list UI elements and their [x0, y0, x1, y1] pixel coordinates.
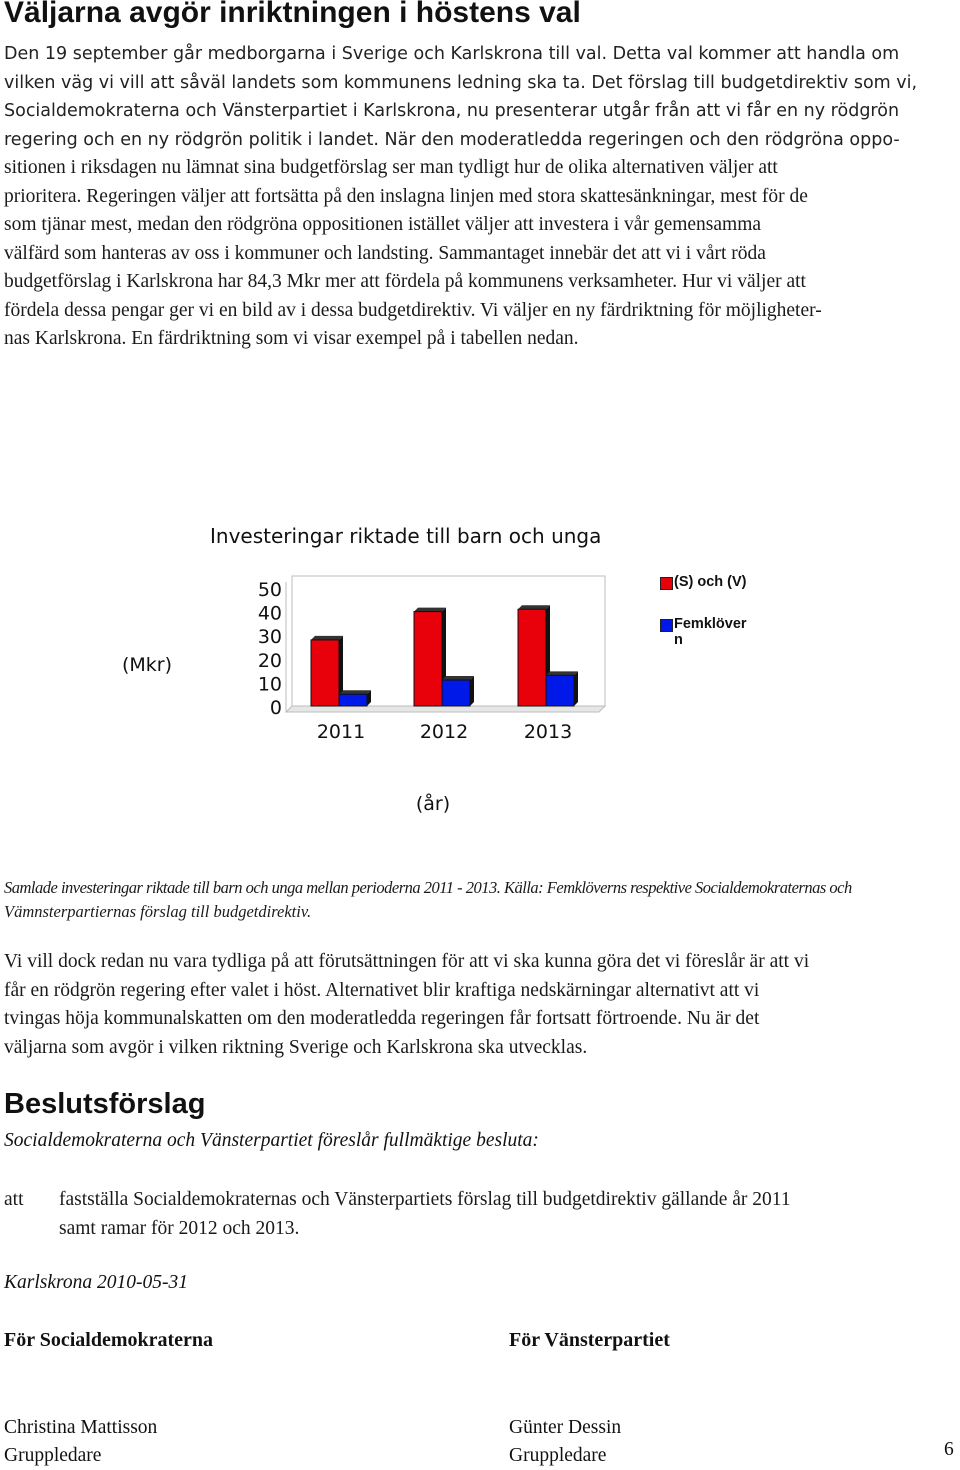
y-tick-label: 30 — [257, 626, 282, 649]
att-line: samt ramar för 2012 och 2013. — [59, 1217, 300, 1239]
intro-line: fördela dessa pengar ger vi en bild av i dessa budgetdirektiv. Vi väljer en ny färdriktning för möjligheter- — [4, 299, 822, 321]
paragraph-line: Vi vill dock redan nu vara tydliga på att förutsättningen för att vi ska kunna göra det vi föreslår är att vi — [4, 951, 810, 972]
bar-s-v-2013 — [518, 609, 546, 706]
bar-top-femklover — [339, 690, 371, 694]
paragraph-line: väljarna som avgör i vilken riktning Sverige och Karlskrona ska utvecklas. — [4, 1036, 588, 1058]
bar-chart — [0, 560, 960, 830]
intro-paragraph — [4, 40, 956, 354]
bar-side-femklover — [574, 671, 578, 706]
bar-top-s-v — [311, 636, 343, 640]
section-heading-beslut: Beslutsförslag — [4, 1088, 206, 1120]
paragraph-line: får en rödgrön regering efter valet i höst. Alternativet blir kraftiga nedskärningar alternativt att vi — [4, 979, 760, 1001]
bar-top-femklover — [546, 671, 578, 675]
chart-caption — [4, 876, 954, 924]
signature-name-left: Christina Mattisson — [4, 1417, 158, 1438]
att-clause — [59, 1186, 954, 1243]
plot-floor — [286, 706, 605, 712]
legend-label-s-v: (S) och (V) — [674, 574, 747, 590]
legend-swatch-blue — [660, 619, 673, 632]
intro-line: som tjänar mest, medan den rödgröna oppositionen istället väljer att investera i vår gemensamma — [4, 214, 762, 235]
intro-line: regering och en ny rödgrön politik i landet. När den moderatledda regeringen och den rödgröna oppo- — [4, 129, 900, 150]
page-title: Väljarna avgör inriktningen i höstens val — [4, 0, 581, 29]
y-tick-label: 10 — [257, 673, 282, 696]
x-tick-label: 2011 — [316, 721, 366, 743]
caption-line: Samlade investeringar riktade till barn och unga mellan perioderna 2011 - 2013. Källa: Femklöverns respektive Socialdemokraternas och — [4, 878, 852, 897]
signature-left — [4, 1414, 157, 1470]
x-tick-label: 2013 — [523, 721, 573, 743]
closing-paragraph — [4, 948, 956, 1062]
bar-side-femklover — [470, 676, 474, 706]
bar-femklover-2013 — [546, 675, 574, 706]
page-number: 6 — [944, 1439, 954, 1460]
legend-label-femklover-line1: Femklöver — [674, 616, 747, 632]
x-axis-label: (år) — [415, 793, 451, 815]
y-tick-label: 20 — [257, 649, 282, 672]
y-tick-label: 40 — [257, 602, 282, 625]
legend-label-femklover-line2: n — [674, 632, 683, 648]
signature-heading-left: För Socialdemokraterna — [4, 1329, 214, 1351]
intro-line: sitionen i riksdagen nu lämnat sina budgetförslag ser man tydligt hur de olika alternativen väljer att — [4, 157, 778, 178]
place-date: Karlskrona 2010-05-31 — [4, 1272, 188, 1293]
signature-role-left: Gruppledare — [4, 1445, 102, 1466]
bar-femklover-2012 — [442, 680, 470, 706]
intro-line: Den 19 september går medborgarna i Sverige och Karlskrona till val. Detta val kommer att handla om — [4, 44, 900, 64]
y-tick-label: 50 — [257, 579, 282, 601]
intro-line: prioritera. Regeringen väljer att fortsätta på den inslagna linjen med stora skattesänkningar, mest för de — [4, 185, 808, 207]
bar-top-s-v — [414, 608, 446, 612]
y-tick-label: 0 — [269, 697, 282, 719]
signature-heading-right: För Vänsterpartiet — [509, 1329, 670, 1351]
paragraph-line: tvingas höja kommunalskatten om den moderatledda regeringen får fortsatt förtroende. Nu är det — [4, 1008, 760, 1029]
intro-line: nas Karlskrona. En färdriktning som vi visar exempel på i tabellen nedan. — [4, 328, 579, 349]
x-tick-label: 2012 — [419, 721, 469, 743]
intro-line: vilken väg vi vill att såväl landets som kommunens ledning ska ta. Det förslag till budgetdirektiv som vi, — [4, 72, 918, 93]
intro-line: budgetförslag i Karlskrona har 84,3 Mkr mer att fördela på kommunens verksamheter. Hur vi väljer att — [4, 271, 806, 292]
chart-title: Investeringar riktade till barn och unga — [210, 524, 602, 548]
intro-line: välfärd som hanteras av oss i kommuner och landsting. Sammantaget innebär det att vi i vårt röda — [4, 242, 766, 264]
caption-line: Vämnsterpartiernas förslag till budgetdirektiv. — [4, 902, 312, 921]
intro-line: Socialdemokraterna och Vänsterpartiet i Karlskrona, nu presenterar utgår från att vi får en ny rödgrön — [4, 101, 900, 121]
att-line: fastställa Socialdemokraternas och Vänsterpartiets förslag till budgetdirektiv gällande år 2011 — [59, 1189, 791, 1210]
bar-femklover-2011 — [339, 694, 367, 706]
signature-role-right: Gruppledare — [509, 1445, 607, 1466]
bar-top-femklover — [442, 676, 474, 680]
beslut-subtitle: Socialdemokraterna och Vänsterpartiet föreslår fullmäktige besluta: — [4, 1130, 539, 1151]
bar-s-v-2012 — [414, 612, 442, 706]
bar-s-v-2011 — [311, 640, 339, 706]
signature-right — [509, 1414, 621, 1470]
y-axis-label: (Mkr) — [121, 654, 173, 676]
bar-top-s-v — [518, 605, 550, 609]
legend-swatch-red — [660, 577, 673, 590]
att-label: att — [4, 1189, 24, 1210]
signature-name-right: Günter Dessin — [509, 1417, 622, 1438]
